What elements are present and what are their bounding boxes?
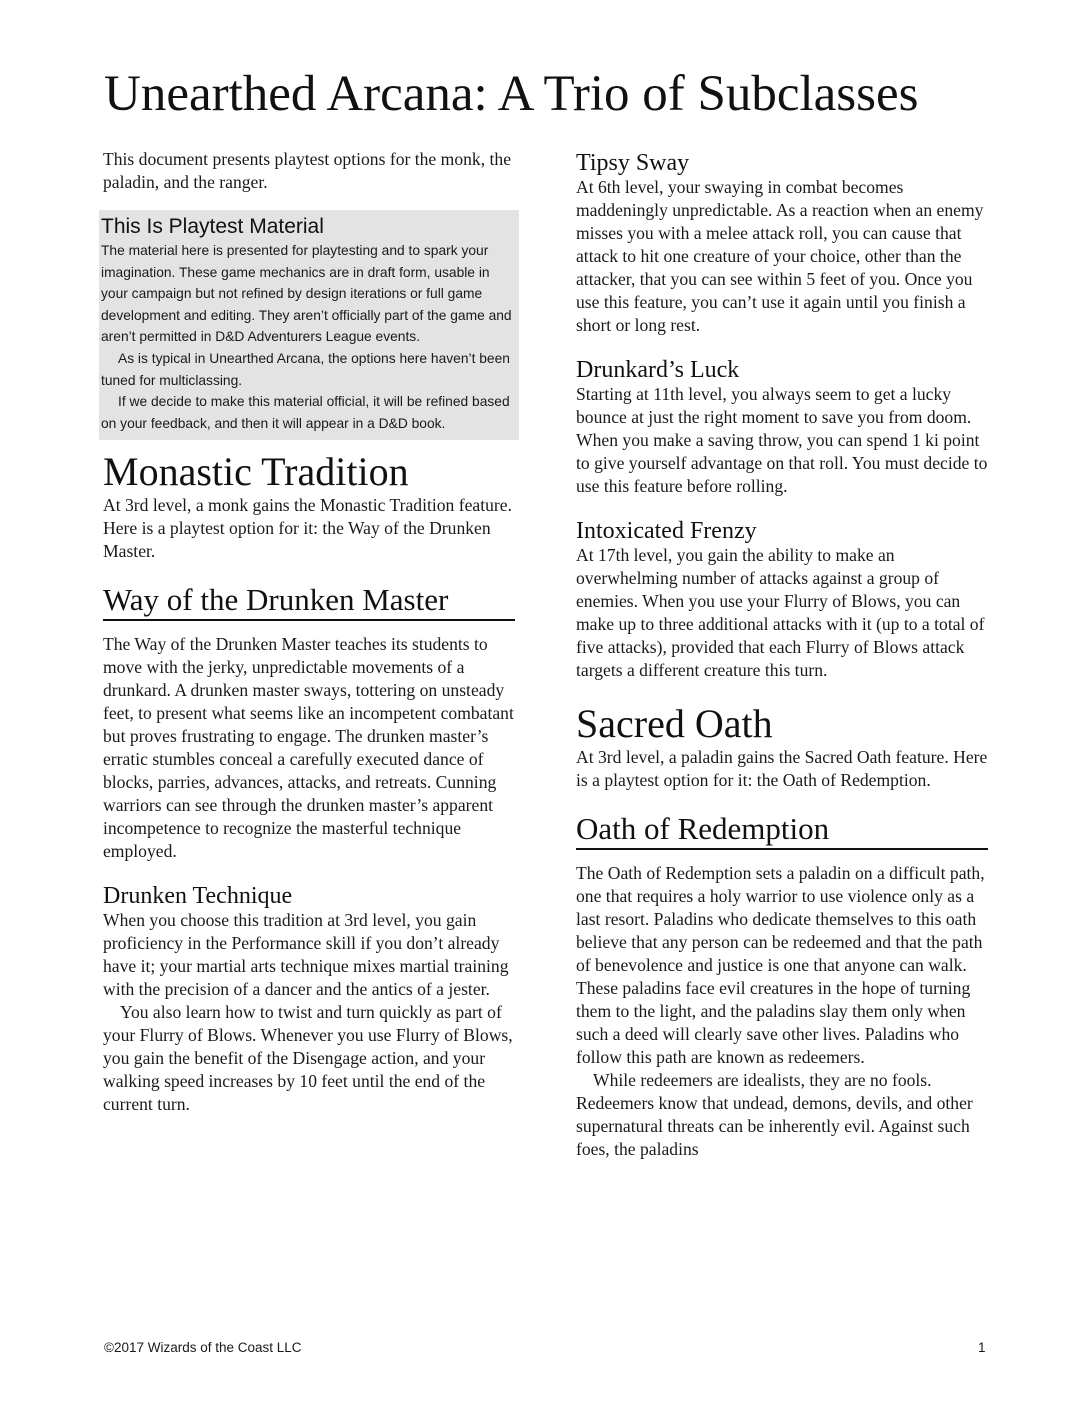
playtest-sidebar [99, 210, 519, 440]
oath-of-redemption-paragraph-1: The Oath of Redemption sets a paladin on a difficult path, one that requires a holy warrior to use violence only as a last resort. Paladins who dedicate themselves to this oath believe that any person can be redeemed and that the path of benevolence and justice is one that anyone can walk. These paladins face evil creatures in the hope of turning them to the light, and the paladins slay them only when such a deed will clearly save other lives. Paladins who follow this path are known as redeemers. [576, 863, 985, 1067]
sidebar-paragraph-3: If we decide to make this material official, it will be refined based on your feedback, and then it will appear in a D&D book. [101, 394, 510, 431]
oath-of-redemption-paragraph-2: While redeemers are idealists, they are no fools. Redeemers know that undead, demons, devils, and other supernatural threats can be inherently evil. Against such foes, the paladins [576, 1070, 973, 1159]
oath-of-redemption-heading: Oath of Redemption [576, 812, 988, 850]
intro-paragraph: This document presents playtest options for the monk, the paladin, and the ranger. [103, 149, 512, 192]
drunkards-luck-heading: Drunkard’s Luck [576, 357, 740, 383]
sacred-oath-text: At 3rd level, a paladin gains the Sacred Oath feature. Here is a playtest option for it: the Oath of Redemption. [576, 747, 988, 790]
monastic-tradition-heading: Monastic Tradition [103, 449, 409, 495]
sidebar-paragraph-1: The material here is presented for playtesting and to spark your imagination. These game mechanics are in draft form, usable in your campaign but not refined by design iterations or full game development and editing. They aren’t officially part of the game and aren’t permitted in D&D Adventurers League events. [101, 243, 512, 345]
page-number: 1 [978, 1340, 986, 1355]
footer-copyright: ©2017 Wizards of the Coast LLC [104, 1340, 302, 1355]
right-column [576, 150, 988, 1161]
left-column [103, 148, 515, 1116]
monastic-tradition-text: At 3rd level, a monk gains the Monastic Tradition feature. Here is a playtest option for it: the Way of the Drunken Master. [103, 495, 512, 562]
drunken-master-heading: Way of the Drunken Master [103, 583, 515, 621]
drunken-technique-heading: Drunken Technique [103, 883, 293, 910]
page-title: Unearthed Arcana: A Trio of Subclasses [104, 66, 919, 122]
sacred-oath-heading: Sacred Oath [576, 701, 773, 746]
intoxicated-frenzy-heading: Intoxicated Frenzy [576, 518, 757, 544]
sidebar-paragraph-2: As is typical in Unearthed Arcana, the options here haven’t been tuned for multiclassing. [101, 350, 510, 388]
drunken-master-text: The Way of the Drunken Master teaches its students to move with the jerky, unpredictable movements of a drunkard. A drunken master sways, tottering on unsteady feet, to present what seems like an incompetent combatant but proves frustrating to engage. The drunken master’s erratic stumbles conceal a carefully executed dance of blocks, parries, advances, attacks, and retreats. Cunning warriors can see through the drunken master’s apparent incompetence to recognize the masterful technique employed. [103, 634, 514, 862]
tipsy-sway-heading: Tipsy Sway [576, 150, 690, 176]
drunken-technique-paragraph-1: When you choose this tradition at 3rd level, you gain proficiency in the Performance skill if you don’t already have it; your martial arts technique mixes martial training with the precision of a dancer and the antics of a jester. [103, 910, 509, 1000]
drunken-technique-paragraph-2: You also learn how to twist and turn quickly as part of your Flurry of Blows. Whenever you use Flurry of Blows, you gain the benefit of the Disengage action, and your walking speed increases by 10 feet until the end of the current turn. [103, 1002, 513, 1115]
drunkards-luck-text: Starting at 11th level, you always seem to get a lucky bounce at just the right moment to save you from doom. When you make a saving throw, you can spend 1 ki point to give yourself advantage on that roll. You must decide to use this feature before rolling. [576, 384, 988, 496]
sidebar-heading: This Is Playtest Material [101, 215, 324, 238]
tipsy-sway-text: At 6th level, your swaying in combat becomes maddeningly unpredictable. As a reaction when an enemy misses you with a melee attack roll, you can cause that attack to hit one creature of your choice, other than the attacker, that you can see within 5 feet of you. Once you use this feature, you can’t use it again until you finish a short or long rest. [576, 177, 984, 335]
intoxicated-frenzy-text: At 17th level, you gain the ability to make an overwhelming number of attacks against a group of enemies. When you use your Flurry of Blows, you can make up to three additional attacks with it (up to a total of five attacks), provided that each Flurry of Blows attack targets a different creature this turn. [576, 545, 985, 680]
